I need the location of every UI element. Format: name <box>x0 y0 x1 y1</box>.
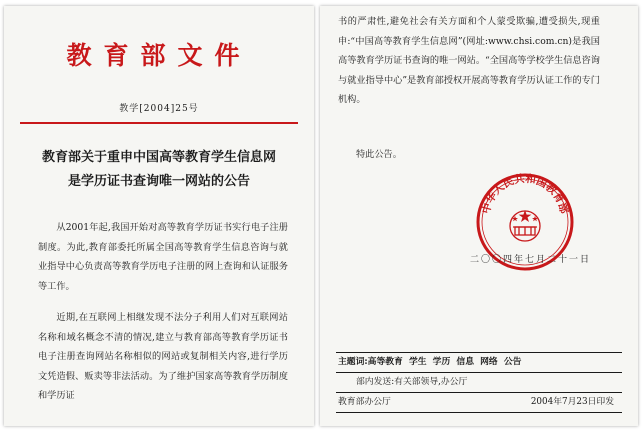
body-paragraph-2: 近期,在互联网上相继发现不法分子利用人们对互联网站名称和域名概念不清的情况,建立与教育部高等教育学历证书电子注册查询网站名称相似的网站或复制相关内容,进行学历文凭造假、贩卖等非法活动。为了维护国家高等教育学历制度和学历证 <box>38 312 288 401</box>
keywords-value: 高等教育 学生 学历 信息 网络 公告 <box>367 357 522 367</box>
signing-date: 二〇〇四年七月二十一日 <box>470 255 592 265</box>
document-title <box>4 146 314 194</box>
title-line-2: 是学历证书查询唯一网站的公告 <box>67 174 250 189</box>
document-header: 教育部文件 <box>66 41 252 70</box>
body-paragraph-continued: 书的严肃性,避免社会有关方面和个人蒙受欺骗,遭受损失,现重申:“中国高等教育学生信息网”(网址:www.chsi.com.cn)是我国高等教育学历证书查询的唯一网站。“全国高等学校学生信息咨询与就业指导中心”是教育部授权开展高等教育学历认证工作的专门机构。 <box>338 16 600 105</box>
keywords-row <box>336 353 622 372</box>
document-footer <box>336 352 622 413</box>
issuer-row <box>336 392 622 413</box>
distribution-text: 部内发送:有关部领导,办公厅 <box>356 377 468 387</box>
distribution-row <box>336 372 622 392</box>
svg-text:中华人民共和国教育部 <box>479 172 571 215</box>
keywords-label: 主题词: <box>338 357 368 367</box>
closing-text: 特此公告。 <box>356 149 402 160</box>
seal-text: 中华人民共和国教育部 <box>480 172 570 215</box>
issue-date: 2004年7月23日印发 <box>530 397 614 407</box>
document-page-left <box>4 6 314 426</box>
document-page-right <box>320 6 638 426</box>
document-number: 教学[2004]25号 <box>119 104 199 114</box>
title-line-1: 教育部关于重申中国高等教育学生信息网 <box>41 150 276 165</box>
issuing-office: 教育部办公厅 <box>338 397 391 407</box>
body-paragraph-1: 从2001年起,我国开始对高等教育学历证书实行电子注册制度。为此,教育部委托所属全国高等教育学生信息咨询与就业指导中心负责高等教育学历电子注册的网上查询和认证服务等工作。 <box>38 222 288 292</box>
red-divider <box>20 122 298 124</box>
